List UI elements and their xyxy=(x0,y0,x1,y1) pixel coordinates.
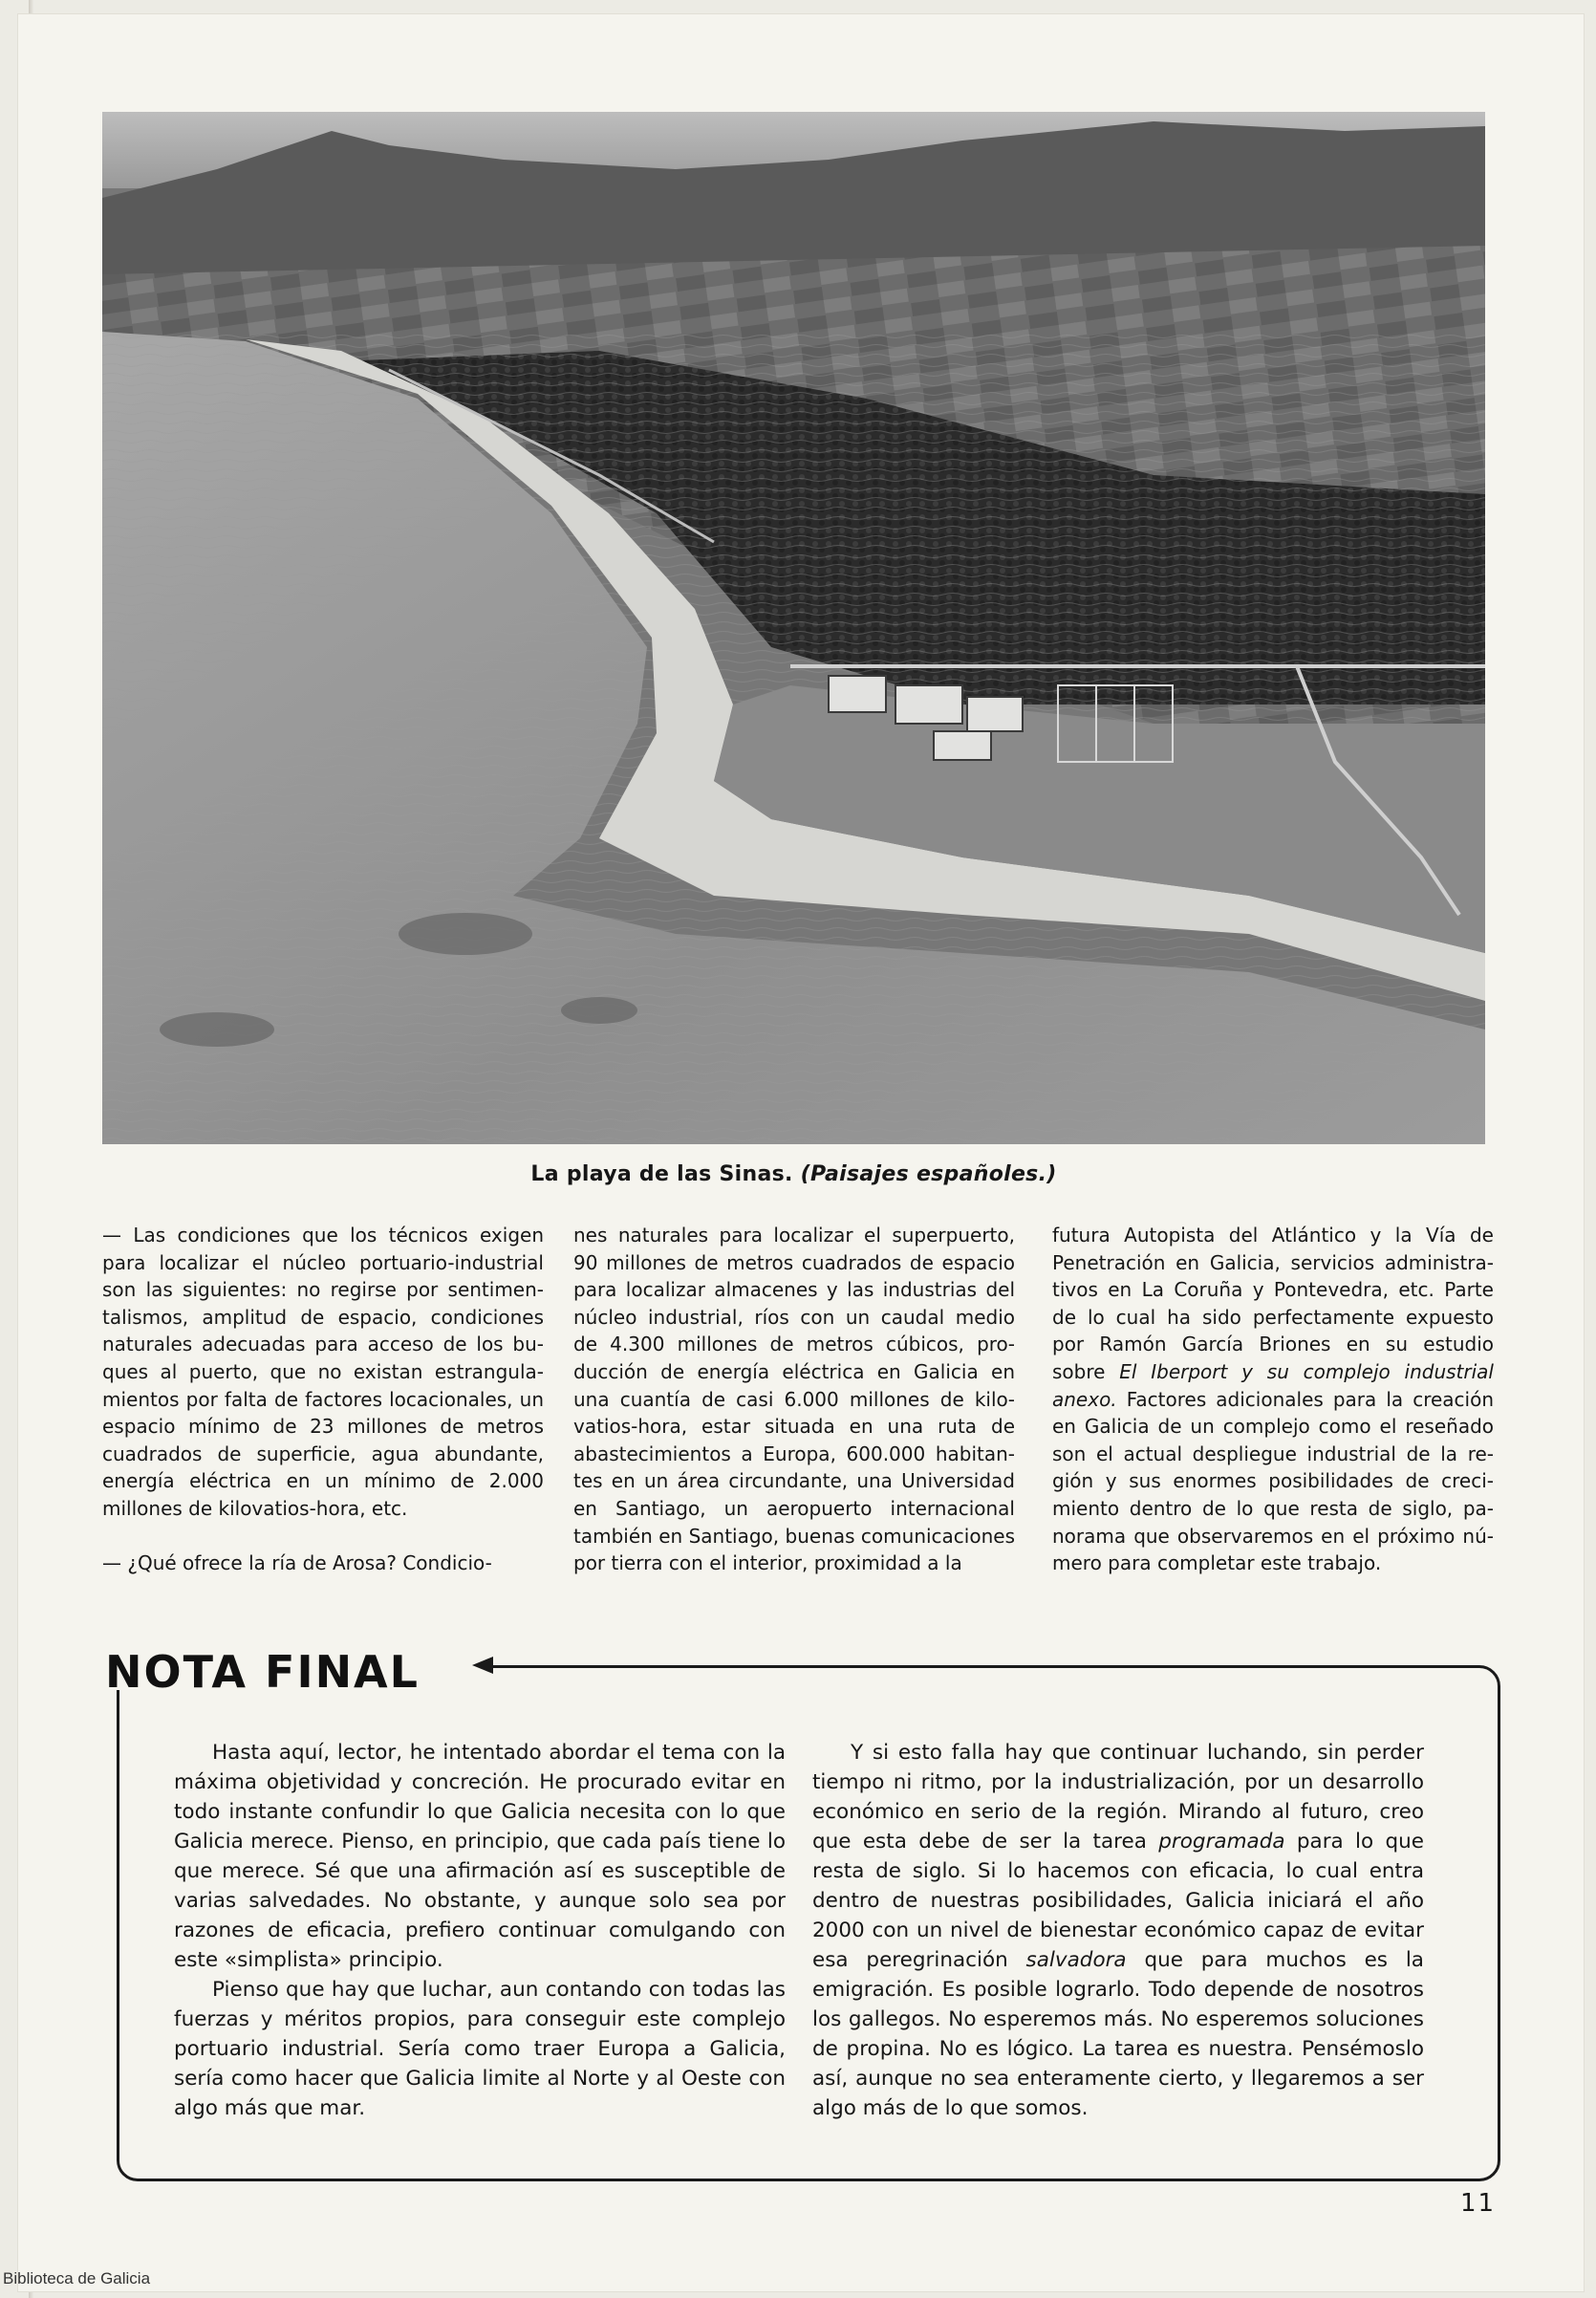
nota-paragraph xyxy=(812,1738,1424,2123)
caption-title: La playa de las Sinas. xyxy=(530,1162,793,1186)
nota-paragraph: Pienso que hay que luchar, aun contando con todas las fuerzas y méritos propios, para conseguir este complejo portuario industrial. Sería como traer Europa a Galicia, sería como hacer que Galicia limite al Norte y al Oeste con algo más que mar. xyxy=(174,1978,786,2120)
nota-column-left xyxy=(174,1738,786,2123)
article-column-3 xyxy=(1052,1222,1494,1577)
nota-emphasis: programada xyxy=(1158,1830,1285,1854)
aerial-photo-graphic xyxy=(102,112,1485,1144)
nota-text: Y si esto falla hay que continuar luchando, sin perder tiempo ni ritmo, por la industrialización, por un desarrollo económico en serio de la región. Mirando al futuro, creo que esta debe de ser la tarea xyxy=(812,1741,1424,1854)
article-paragraph xyxy=(1052,1222,1494,1577)
article-column-1 xyxy=(102,1222,544,1576)
nota-column-right xyxy=(812,1738,1424,2123)
nota-text: que para muchos es la emigración. Es posible lograrlo. Todo depende de nosotros los gallegos. No esperemos más. No esperemos soluciones de propina. No es lógico. La tarea es nuestra. Pensémoslo así, aunque no sea enteramente cierto, y llegaremos a ser algo más de lo que somos. xyxy=(812,1948,1424,2120)
aerial-photo-beach xyxy=(102,112,1485,1144)
nota-emphasis: salvadora xyxy=(1025,1948,1127,1972)
page-number: 11 xyxy=(1460,2189,1497,2218)
photo-caption xyxy=(102,1162,1485,1186)
nota-final-heading: NOTA FINAL xyxy=(105,1646,420,1698)
frame-arrow-icon xyxy=(472,1657,493,1674)
article-text: futura Autopista del Atlántico y la Vía de Penetración en Galicia, servicios administrativos en La Coruña y Pontevedra, etc. Parte de lo cual ha sido perfectamente expuesto por Ramón García Briones en su estudio sobre xyxy=(1052,1224,1494,1383)
nota-paragraph: Hasta aquí, lector, he intentado abordar el tema con la máxima objetividad y concreción. He procurado evitar en todo instante confundir lo que Galicia necesita con lo que Galicia merece. Pienso, en principio, que cada país tiene lo que merece. Sé que una afirmación así es susceptible de varias salvedades. No obstante, y aunque solo sea por razones de eficacia, prefiero continuar comulgando con este «simplista» principio. xyxy=(174,1741,786,1972)
article-paragraph: nes naturales para localizar el superpuerto, 90 millones de metros cuadrados de espacio para localizar almacenes y las industrias del núcleo industrial, ríos con un caudal medio de 4.300 millones de metros cúbicos, producción de energía eléctrica en Galicia en una cuantía de casi 6.000 millones de kilovatios-hora, estar situada en una ruta de abastecimientos a Europa, 600.000 habitantes en un área circundante, una Universidad en Santiago, un aeropuerto internacional también en Santiago, buenas comunicaciones por tierra con el interior, proximidad a la xyxy=(573,1224,1015,1575)
article-text: Factores adicionales para la creación en Galicia de un complejo como el reseñado son el actual despliegue industrial de la región y sus enormes posibilidades de crecimiento dentro de lo que resta de siglo, panorama que observaremos en el próximo número para completar este trabajo. xyxy=(1052,1387,1495,1575)
article-paragraph: — ¿Qué ofrece la ría de Arosa? Condicio- xyxy=(102,1550,492,1574)
library-watermark: Biblioteca de Galicia xyxy=(3,2269,151,2287)
article-paragraph: — Las condiciones que los técnicos exigen para localizar el núcleo portuario-industrial son las siguientes: no regirse por sentimentalismos, amplitud de espacio, condiciones naturales adecuadas para acceso de los buques al puerto, que no existan estrangulamientos por falta de factores locacionales, un espacio mínimo de 23 millones de metros cuadrados de superficie, agua abundante, energía eléctrica en un mínimo de 2.000 millones de kilovatios-hora, etc. xyxy=(102,1224,544,1520)
nota-text: para lo que resta de siglo. Si lo hacemos con eficacia, lo cual entra dentro de nuestras posibilidades, Galicia iniciará el año 2000 con un nivel de bienestar económico capaz de evitar esa peregrinación xyxy=(812,1830,1424,1972)
study-title: El Iberport y su complejo industrial anexo. xyxy=(1052,1359,1494,1411)
article-column-2 xyxy=(573,1222,1015,1577)
caption-source: (Paisajes españoles.) xyxy=(800,1162,1057,1186)
